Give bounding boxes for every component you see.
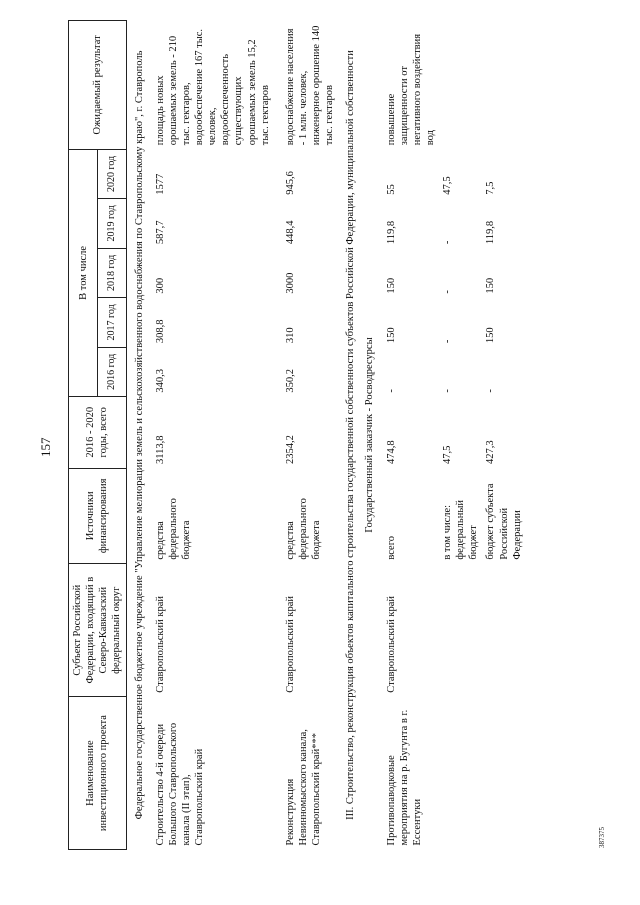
header-year-2019: 2019 год bbox=[98, 199, 126, 248]
header-result: Ожидаемый результат bbox=[69, 21, 127, 150]
project-total: 474,8 bbox=[385, 440, 397, 465]
project-subject: Ставропольский край bbox=[284, 595, 296, 693]
project-name: Противопаводковые мероприятия на р. Бугунта в г. Ессентуки bbox=[385, 709, 423, 846]
value-2017: - bbox=[442, 339, 453, 344]
table-row bbox=[439, 21, 482, 850]
expected-result: повышение защищенности от негативного воздействия вод bbox=[385, 33, 436, 146]
header-name: Наименование инвестиционного проекта bbox=[69, 697, 127, 850]
project-source: в том числе: федеральный бюджет bbox=[442, 500, 480, 560]
value-2017: 308,8 bbox=[154, 319, 166, 344]
project-source: средства федерального бюджета bbox=[154, 498, 192, 560]
value-2017: 310 bbox=[284, 327, 296, 344]
value-2019: 119,8 bbox=[485, 220, 497, 245]
value-2016: 340,3 bbox=[154, 368, 166, 393]
value-2018: - bbox=[442, 290, 453, 294]
value-2020: 55 bbox=[385, 184, 397, 195]
header-year-2017: 2017 год bbox=[98, 298, 126, 347]
project-total: 47,5 bbox=[442, 445, 453, 465]
project-source: средства федерального бюджета bbox=[284, 498, 322, 560]
header-year-2016: 2016 год bbox=[98, 347, 126, 396]
expected-result bbox=[439, 21, 482, 150]
value-2020: 1577 bbox=[154, 173, 166, 195]
value-2018: 150 bbox=[485, 277, 497, 294]
document-id: 387375 bbox=[598, 827, 606, 848]
project-source: бюджет субъекта Российской Федерации bbox=[485, 483, 523, 560]
value-2018: 150 bbox=[385, 277, 397, 294]
investment-projects-table bbox=[68, 20, 526, 850]
rotated-content bbox=[68, 20, 588, 850]
value-2019: 119,8 bbox=[385, 220, 397, 245]
value-2018: 300 bbox=[154, 277, 166, 294]
page-number: 157 bbox=[38, 437, 53, 457]
project-subject bbox=[482, 564, 525, 697]
expected-result bbox=[482, 21, 525, 150]
header-including: В том числе bbox=[69, 149, 98, 396]
table-row bbox=[383, 21, 440, 850]
value-2016: - bbox=[442, 389, 453, 393]
section-title: Федеральное государственное бюджетное учреждение "Управление мелиорации земель и сельскохозяйственного водоснабжения по Ставропольскому краю", г. Ставрополь bbox=[133, 50, 145, 820]
table-row bbox=[152, 21, 274, 850]
project-name: Строительство 4-й очереди Большого Ставропольского канала (II этап), Ставропольский край bbox=[154, 722, 205, 846]
value-2020: 47,5 bbox=[442, 176, 453, 195]
value-2018: 3000 bbox=[284, 272, 296, 294]
value-2017: 150 bbox=[485, 327, 497, 344]
value-2019: 587,7 bbox=[154, 220, 166, 245]
value-2016: 350,2 bbox=[284, 368, 296, 393]
project-subject: Ставропольский край bbox=[154, 595, 166, 693]
project-source: всего bbox=[385, 536, 397, 560]
header-year-2020: 2020 год bbox=[98, 149, 126, 198]
project-name bbox=[482, 697, 525, 850]
table-row bbox=[274, 21, 339, 850]
header-total: 2016 - 2020 годы, всего bbox=[69, 397, 127, 468]
project-subject bbox=[439, 564, 482, 697]
header-subject: Субъект Российской Федерации, входящий в Северо-Кавказский федеральный округ bbox=[69, 564, 127, 697]
expected-result: водоснабжение населения - 1 млн. человек, инженерное орошение 140 тыс. гектаров bbox=[284, 25, 336, 146]
value-2017: 150 bbox=[385, 327, 397, 344]
state-customer: Государственный заказчик - Росводресурсы bbox=[364, 337, 376, 533]
project-total: 3113,8 bbox=[154, 435, 166, 465]
value-2019: - bbox=[442, 240, 453, 245]
table-row bbox=[482, 21, 525, 850]
project-total: 427,3 bbox=[485, 440, 497, 465]
value-2016: - bbox=[485, 389, 497, 393]
value-2019: 448,4 bbox=[284, 220, 296, 245]
value-2016: - bbox=[385, 389, 397, 393]
value-2020: 7,5 bbox=[485, 181, 497, 195]
header-year-2018: 2018 год bbox=[98, 248, 126, 297]
value-2020: 945,6 bbox=[284, 171, 296, 195]
section-title: III. Строительство, реконструкция объектов капитального строительства государственной собственности субъектов Российской Федерации, муниципальной собственности bbox=[345, 50, 357, 820]
header-source: Источники финансирования bbox=[69, 468, 127, 564]
project-subject: Ставропольский край bbox=[385, 595, 397, 693]
expected-result: площадь новых орошаемых земель - 210 тыс. гектаров, водообеспечение 167 тыс. человек, водообеспеченность существующих орошаемых земель 15,2 тыс. гектаров bbox=[154, 28, 271, 146]
project-name: Реконструкция Невинномысского канала, Ставропольский край*** bbox=[284, 729, 322, 846]
project-total: 2354,2 bbox=[284, 435, 296, 465]
project-name bbox=[439, 697, 482, 850]
